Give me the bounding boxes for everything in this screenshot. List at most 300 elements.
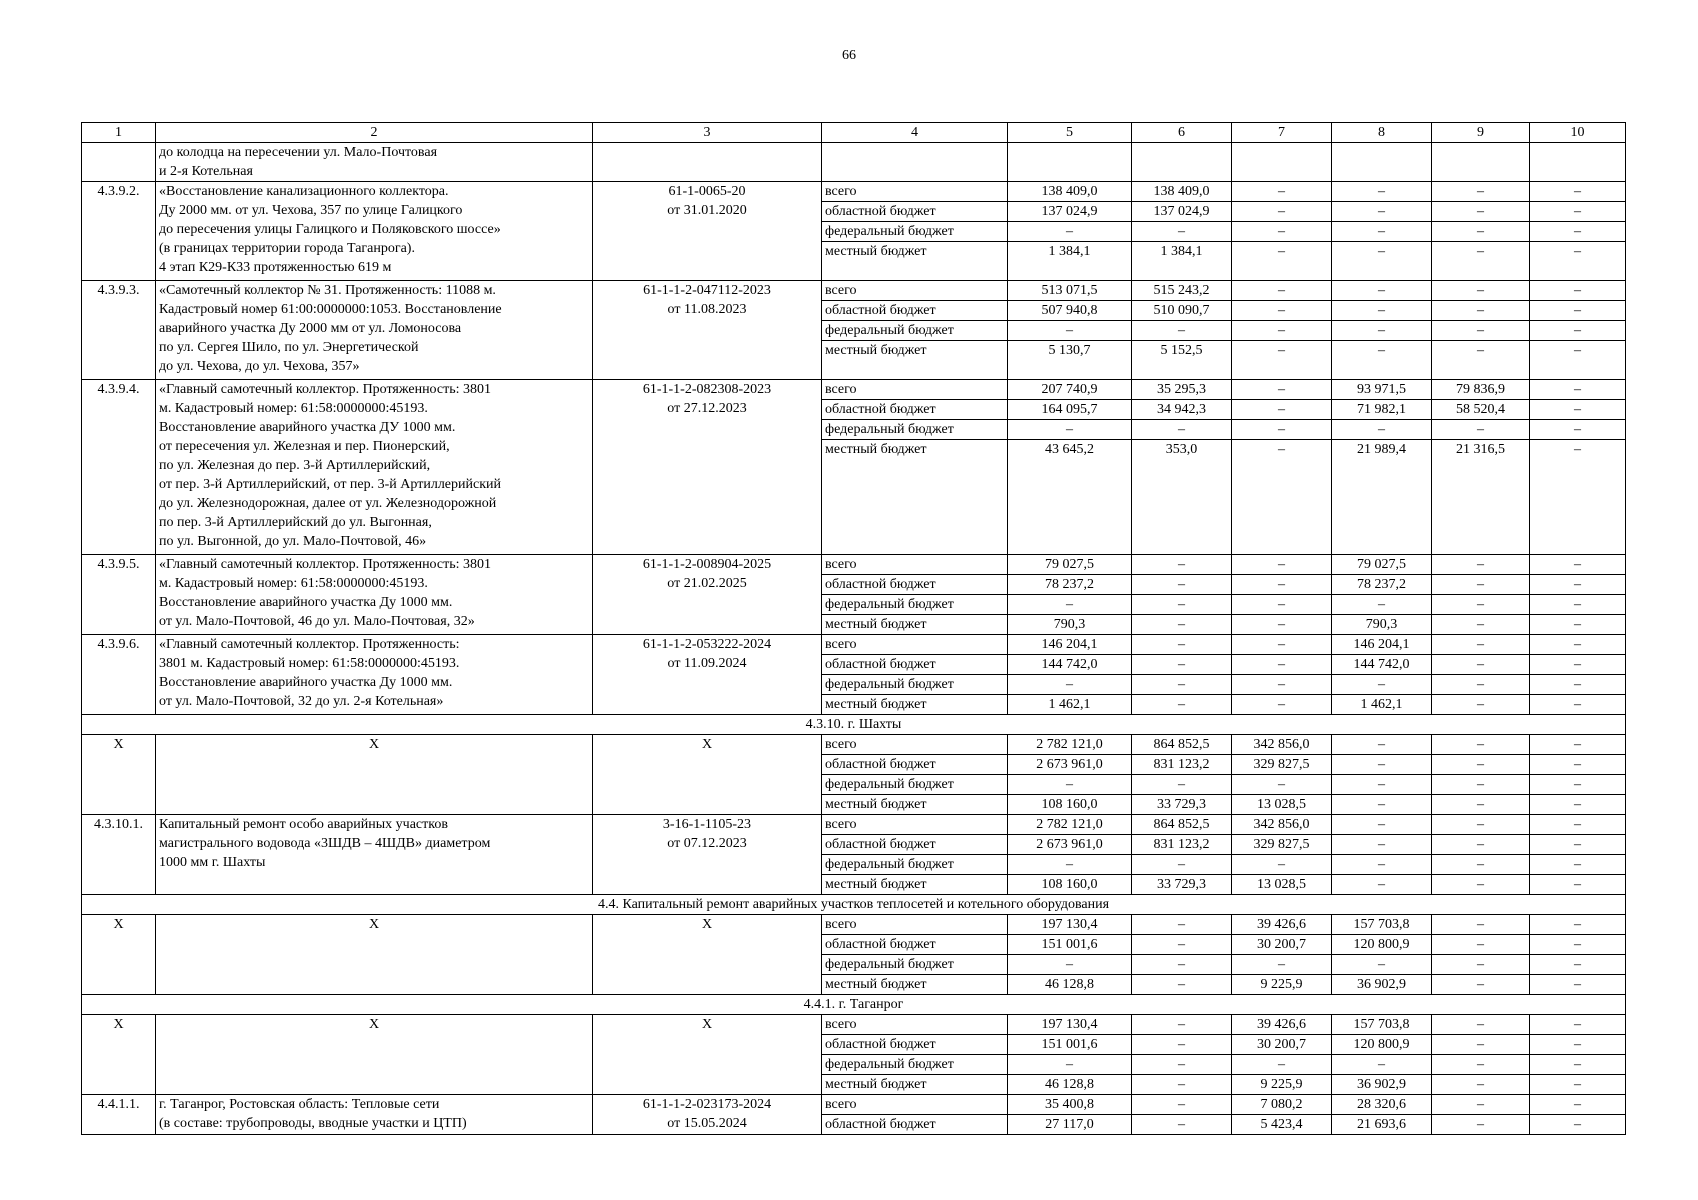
amount-cell: – — [1232, 400, 1332, 420]
amount-cell: 329 827,5 — [1232, 835, 1332, 855]
amount-cell: – — [1232, 182, 1332, 202]
amount-cell: – — [1432, 855, 1530, 875]
item-description: Капитальный ремонт особо аварийных участков магистрального водовода «3ШДВ – 4ШДВ» диаметром 1000 мм г. Шахты — [156, 815, 593, 895]
amount-cell: 144 742,0 — [1008, 655, 1132, 675]
column-header-row — [82, 123, 1626, 143]
amount-cell: – — [1132, 222, 1232, 242]
amount-cell: – — [1132, 635, 1232, 655]
amount-cell: – — [1432, 815, 1530, 835]
column-header: 10 — [1530, 123, 1626, 143]
amount-cell: 46 128,8 — [1008, 1075, 1132, 1095]
cell-empty — [822, 143, 1008, 182]
amount-cell: – — [1530, 281, 1626, 301]
amount-cell: 146 204,1 — [1332, 635, 1432, 655]
amount-cell: – — [1232, 420, 1332, 440]
budget-label: всего — [822, 1015, 1008, 1035]
amount-cell: – — [1530, 635, 1626, 655]
amount-cell: 144 742,0 — [1332, 655, 1432, 675]
amount-cell: – — [1232, 595, 1332, 615]
item-document: 61-1-1-2-053222-2024 от 11.09.2024 — [593, 635, 822, 715]
amount-cell: – — [1432, 321, 1530, 341]
amount-cell: 513 071,5 — [1008, 281, 1132, 301]
amount-cell: 157 703,8 — [1332, 915, 1432, 935]
budget-label: всего — [822, 815, 1008, 835]
budget-label: местный бюджет — [822, 695, 1008, 715]
amount-cell: 510 090,7 — [1132, 301, 1232, 321]
amount-cell: – — [1432, 222, 1530, 242]
amount-cell: – — [1530, 1115, 1626, 1135]
amount-cell: – — [1530, 1095, 1626, 1115]
amount-cell: – — [1432, 182, 1530, 202]
amount-cell: – — [1432, 555, 1530, 575]
amount-cell: 108 160,0 — [1008, 795, 1132, 815]
amount-cell: – — [1332, 222, 1432, 242]
item-description: «Самотечный коллектор № 31. Протяженность: 11088 м. Кадастровый номер 61:00:0000000:1053. Восстановление аварийного участка Ду 2000 мм от ул. Ломоносова по ул. Сергея Шило, по ул. Энергетической до ул. Чехова, до ул. Чехова, 357» — [156, 281, 593, 380]
amount-cell: 78 237,2 — [1332, 575, 1432, 595]
amount-cell: 197 130,4 — [1008, 1015, 1132, 1035]
amount-cell: 164 095,7 — [1008, 400, 1132, 420]
amount-cell: – — [1432, 595, 1530, 615]
item-document: 61-1-1-2-047112-2023 от 11.08.2023 — [593, 281, 822, 380]
amount-cell: – — [1232, 321, 1332, 341]
amount-cell: 1 384,1 — [1008, 242, 1132, 281]
cell-empty — [1008, 143, 1132, 182]
budget-label: областной бюджет — [822, 1115, 1008, 1135]
amount-cell: 21 693,6 — [1332, 1115, 1432, 1135]
amount-cell: – — [1332, 1055, 1432, 1075]
amount-cell: – — [1008, 595, 1132, 615]
column-header: 3 — [593, 123, 822, 143]
amount-cell: – — [1232, 341, 1332, 380]
amount-cell: – — [1232, 555, 1332, 575]
budget-label: местный бюджет — [822, 975, 1008, 995]
amount-cell: – — [1332, 955, 1432, 975]
budget-label: областной бюджет — [822, 301, 1008, 321]
amount-cell: – — [1232, 222, 1332, 242]
continuation-row — [82, 143, 1626, 182]
budget-label: областной бюджет — [822, 202, 1008, 222]
budget-label: областной бюджет — [822, 755, 1008, 775]
amount-cell: 864 852,5 — [1132, 815, 1232, 835]
amount-cell: 151 001,6 — [1008, 1035, 1132, 1055]
amount-cell: – — [1132, 1015, 1232, 1035]
amount-cell: 7 080,2 — [1232, 1095, 1332, 1115]
column-header: 5 — [1008, 123, 1132, 143]
amount-cell: 9 225,9 — [1232, 1075, 1332, 1095]
amount-cell: 13 028,5 — [1232, 795, 1332, 815]
amount-cell: 138 409,0 — [1008, 182, 1132, 202]
item-document: Х — [593, 915, 822, 995]
amount-cell: – — [1008, 775, 1132, 795]
table-row — [82, 735, 1626, 755]
item-number: 4.3.9.4. — [82, 380, 156, 555]
amount-cell: – — [1132, 615, 1232, 635]
amount-cell: – — [1432, 1075, 1530, 1095]
amount-cell: – — [1432, 242, 1530, 281]
item-document: 61-1-1-2-082308-2023 от 27.12.2023 — [593, 380, 822, 555]
amount-cell: 71 982,1 — [1332, 400, 1432, 420]
section-title: 4.4. Капитальный ремонт аварийных участков теплосетей и котельного оборудования — [82, 895, 1626, 915]
amount-cell: – — [1332, 855, 1432, 875]
amount-cell: – — [1332, 735, 1432, 755]
amount-cell: – — [1530, 341, 1626, 380]
amount-cell: – — [1008, 222, 1132, 242]
item-number: 4.3.9.6. — [82, 635, 156, 715]
amount-cell: 120 800,9 — [1332, 1035, 1432, 1055]
item-description: «Главный самотечный коллектор. Протяженность: 3801 м. Кадастровый номер: 61:58:0000000:45193. Восстановление аварийного участка ДУ 1000 мм. от пересечения ул. Железная и пер. Пионерский, по ул. Железная до пер. 3-й Артиллерийский, от пер. 3-й Артиллерийский, от пер. 3-й Артиллерийский до ул. Железнодорожная, далее от ул. Железнодорожной по пер. 3-й Артиллерийский до ул. Выгонная, по ул. Выгонной, до ул. Мало-Почтовой, 46» — [156, 380, 593, 555]
amount-cell: – — [1530, 1055, 1626, 1075]
amount-cell: – — [1530, 222, 1626, 242]
amount-cell: 515 243,2 — [1132, 281, 1232, 301]
amount-cell: – — [1332, 755, 1432, 775]
amount-cell: – — [1432, 675, 1530, 695]
item-document: 3-16-1-1105-23 от 07.12.2023 — [593, 815, 822, 895]
amount-cell: – — [1232, 855, 1332, 875]
amount-cell: – — [1232, 775, 1332, 795]
amount-cell: 1 462,1 — [1008, 695, 1132, 715]
amount-cell: – — [1132, 695, 1232, 715]
amount-cell: 353,0 — [1132, 440, 1232, 555]
item-description: Х — [156, 735, 593, 815]
section-title: 4.3.10. г. Шахты — [82, 715, 1626, 735]
amount-cell: – — [1530, 735, 1626, 755]
amount-cell: 2 782 121,0 — [1008, 815, 1132, 835]
amount-cell: 13 028,5 — [1232, 875, 1332, 895]
amount-cell: – — [1530, 795, 1626, 815]
budget-label: местный бюджет — [822, 1075, 1008, 1095]
amount-cell: – — [1132, 975, 1232, 995]
cell-empty — [1232, 143, 1332, 182]
amount-cell: – — [1132, 955, 1232, 975]
amount-cell: 151 001,6 — [1008, 935, 1132, 955]
amount-cell: – — [1530, 955, 1626, 975]
amount-cell: – — [1332, 341, 1432, 380]
amount-cell: – — [1530, 1035, 1626, 1055]
amount-cell: 137 024,9 — [1008, 202, 1132, 222]
amount-cell: 2 782 121,0 — [1008, 735, 1132, 755]
budget-label: всего — [822, 915, 1008, 935]
amount-cell: – — [1530, 555, 1626, 575]
amount-cell: – — [1530, 182, 1626, 202]
amount-cell: 36 902,9 — [1332, 975, 1432, 995]
amount-cell: – — [1332, 795, 1432, 815]
column-header: 6 — [1132, 123, 1232, 143]
amount-cell: 34 942,3 — [1132, 400, 1232, 420]
amount-cell: – — [1432, 875, 1530, 895]
amount-cell: – — [1530, 675, 1626, 695]
amount-cell: 36 902,9 — [1332, 1075, 1432, 1095]
amount-cell: – — [1432, 575, 1530, 595]
budget-label: местный бюджет — [822, 795, 1008, 815]
amount-cell: – — [1132, 775, 1232, 795]
amount-cell: – — [1530, 321, 1626, 341]
column-header: 2 — [156, 123, 593, 143]
budget-label: федеральный бюджет — [822, 1055, 1008, 1075]
amount-cell: – — [1432, 955, 1530, 975]
amount-cell: 9 225,9 — [1232, 975, 1332, 995]
budget-label: федеральный бюджет — [822, 420, 1008, 440]
amount-cell: 2 673 961,0 — [1008, 755, 1132, 775]
program-table — [81, 122, 1626, 1135]
budget-label: областной бюджет — [822, 1035, 1008, 1055]
amount-cell: – — [1332, 595, 1432, 615]
amount-cell: – — [1432, 935, 1530, 955]
amount-cell: 46 128,8 — [1008, 975, 1132, 995]
amount-cell: – — [1530, 380, 1626, 400]
item-document: Х — [593, 735, 822, 815]
amount-cell: – — [1530, 835, 1626, 855]
amount-cell: – — [1432, 301, 1530, 321]
amount-cell: – — [1530, 935, 1626, 955]
cell-empty — [1530, 143, 1626, 182]
budget-label: местный бюджет — [822, 341, 1008, 380]
budget-label: федеральный бюджет — [822, 675, 1008, 695]
amount-cell: – — [1530, 855, 1626, 875]
amount-cell: 39 426,6 — [1232, 1015, 1332, 1035]
budget-label: федеральный бюджет — [822, 955, 1008, 975]
item-document: 61-1-1-2-023173-2024 от 15.05.2024 — [593, 1095, 822, 1135]
item-number: 4.3.9.2. — [82, 182, 156, 281]
amount-cell: – — [1008, 1055, 1132, 1075]
budget-label: всего — [822, 182, 1008, 202]
amount-cell: – — [1232, 695, 1332, 715]
budget-label: всего — [822, 555, 1008, 575]
budget-label: всего — [822, 1095, 1008, 1115]
amount-cell: 342 856,0 — [1232, 735, 1332, 755]
budget-label: федеральный бюджет — [822, 321, 1008, 341]
amount-cell: – — [1432, 755, 1530, 775]
amount-cell: 197 130,4 — [1008, 915, 1132, 935]
amount-cell: – — [1432, 615, 1530, 635]
column-header: 4 — [822, 123, 1008, 143]
amount-cell: – — [1332, 202, 1432, 222]
amount-cell: – — [1232, 440, 1332, 555]
amount-cell: – — [1432, 975, 1530, 995]
cell-empty — [82, 143, 156, 182]
table-row — [82, 182, 1626, 202]
amount-cell: 108 160,0 — [1008, 875, 1132, 895]
amount-cell: 329 827,5 — [1232, 755, 1332, 775]
amount-cell: – — [1232, 675, 1332, 695]
budget-label: местный бюджет — [822, 875, 1008, 895]
cell-empty — [593, 143, 822, 182]
amount-cell: 93 971,5 — [1332, 380, 1432, 400]
amount-cell: – — [1432, 735, 1530, 755]
amount-cell: – — [1432, 655, 1530, 675]
amount-cell: – — [1432, 835, 1530, 855]
item-document: 61-1-0065-20 от 31.01.2020 — [593, 182, 822, 281]
budget-label: федеральный бюджет — [822, 222, 1008, 242]
amount-cell: – — [1232, 655, 1332, 675]
item-description: «Главный самотечный коллектор. Протяженность: 3801 м. Кадастровый номер: 61:58:0000000:45193. Восстановление аварийного участка Ду 1000 мм. от ул. Мало-Почтовой, 32 до ул. 2-я Котельная» — [156, 635, 593, 715]
amount-cell: 146 204,1 — [1008, 635, 1132, 655]
amount-cell: – — [1432, 635, 1530, 655]
column-header: 8 — [1332, 123, 1432, 143]
budget-label: областной бюджет — [822, 935, 1008, 955]
amount-cell: – — [1530, 655, 1626, 675]
amount-cell: – — [1530, 695, 1626, 715]
amount-cell: 39 426,6 — [1232, 915, 1332, 935]
amount-cell: – — [1132, 915, 1232, 935]
continuation-text: до колодца на пересечении ул. Мало-Почтовая и 2-я Котельная — [156, 143, 593, 182]
amount-cell: 21 316,5 — [1432, 440, 1530, 555]
page-number: 66 — [842, 48, 856, 63]
amount-cell: – — [1432, 1035, 1530, 1055]
amount-cell: – — [1530, 915, 1626, 935]
cell-empty — [1332, 143, 1432, 182]
amount-cell: – — [1332, 775, 1432, 795]
table-row — [82, 815, 1626, 835]
amount-cell: – — [1232, 635, 1332, 655]
amount-cell: – — [1132, 655, 1232, 675]
amount-cell: – — [1332, 242, 1432, 281]
item-number: 4.3.9.5. — [82, 555, 156, 635]
amount-cell: – — [1530, 400, 1626, 420]
amount-cell: – — [1132, 935, 1232, 955]
amount-cell: – — [1432, 202, 1530, 222]
amount-cell: 831 123,2 — [1132, 755, 1232, 775]
amount-cell: – — [1232, 1055, 1332, 1075]
amount-cell: – — [1332, 835, 1432, 855]
amount-cell: – — [1132, 555, 1232, 575]
section-row — [82, 895, 1626, 915]
budget-label: местный бюджет — [822, 615, 1008, 635]
program-table-container — [81, 122, 1625, 1135]
amount-cell: – — [1530, 1075, 1626, 1095]
amount-cell: – — [1530, 615, 1626, 635]
item-number: 4.3.10.1. — [82, 815, 156, 895]
amount-cell: – — [1530, 202, 1626, 222]
amount-cell: – — [1530, 575, 1626, 595]
budget-label: областной бюджет — [822, 575, 1008, 595]
amount-cell: – — [1132, 595, 1232, 615]
amount-cell: – — [1432, 1015, 1530, 1035]
table-row — [82, 635, 1626, 655]
section-row — [82, 715, 1626, 735]
amount-cell: – — [1432, 1115, 1530, 1135]
amount-cell: 790,3 — [1008, 615, 1132, 635]
budget-label: федеральный бюджет — [822, 595, 1008, 615]
amount-cell: – — [1432, 915, 1530, 935]
table-row — [82, 555, 1626, 575]
amount-cell: 138 409,0 — [1132, 182, 1232, 202]
amount-cell: 507 940,8 — [1008, 301, 1132, 321]
amount-cell: 79 027,5 — [1008, 555, 1132, 575]
amount-cell: 79 836,9 — [1432, 380, 1530, 400]
amount-cell: – — [1008, 420, 1132, 440]
amount-cell: 5 152,5 — [1132, 341, 1232, 380]
amount-cell: – — [1008, 321, 1132, 341]
item-number: Х — [82, 915, 156, 995]
amount-cell: 2 673 961,0 — [1008, 835, 1132, 855]
amount-cell: – — [1232, 380, 1332, 400]
amount-cell: – — [1432, 1055, 1530, 1075]
item-description: Х — [156, 915, 593, 995]
amount-cell: – — [1132, 1095, 1232, 1115]
budget-label: всего — [822, 635, 1008, 655]
amount-cell: – — [1332, 875, 1432, 895]
amount-cell: 58 520,4 — [1432, 400, 1530, 420]
budget-label: всего — [822, 735, 1008, 755]
amount-cell: 27 117,0 — [1008, 1115, 1132, 1135]
amount-cell: 864 852,5 — [1132, 735, 1232, 755]
amount-cell: – — [1332, 420, 1432, 440]
amount-cell: 28 320,6 — [1332, 1095, 1432, 1115]
amount-cell: 157 703,8 — [1332, 1015, 1432, 1035]
budget-label: местный бюджет — [822, 242, 1008, 281]
amount-cell: 35 295,3 — [1132, 380, 1232, 400]
budget-label: всего — [822, 281, 1008, 301]
item-description: г. Таганрог, Ростовская область: Тепловые сети (в составе: трубопроводы, вводные участки и ЦТП) — [156, 1095, 593, 1135]
amount-cell: – — [1232, 615, 1332, 635]
amount-cell: 120 800,9 — [1332, 935, 1432, 955]
budget-label: федеральный бюджет — [822, 855, 1008, 875]
column-header: 1 — [82, 123, 156, 143]
amount-cell: – — [1232, 575, 1332, 595]
amount-cell: – — [1132, 1115, 1232, 1135]
amount-cell: – — [1432, 420, 1530, 440]
amount-cell: – — [1232, 281, 1332, 301]
item-number: Х — [82, 1015, 156, 1095]
budget-label: всего — [822, 380, 1008, 400]
amount-cell: 78 237,2 — [1008, 575, 1132, 595]
amount-cell: 1 462,1 — [1332, 695, 1432, 715]
amount-cell: – — [1530, 440, 1626, 555]
amount-cell: – — [1432, 695, 1530, 715]
amount-cell: – — [1530, 975, 1626, 995]
amount-cell: 30 200,7 — [1232, 935, 1332, 955]
amount-cell: 79 027,5 — [1332, 555, 1432, 575]
amount-cell: – — [1132, 575, 1232, 595]
item-number: 4.3.9.3. — [82, 281, 156, 380]
amount-cell: 342 856,0 — [1232, 815, 1332, 835]
item-number: Х — [82, 735, 156, 815]
amount-cell: 35 400,8 — [1008, 1095, 1132, 1115]
item-document: Х — [593, 1015, 822, 1095]
amount-cell: – — [1132, 321, 1232, 341]
amount-cell: – — [1530, 875, 1626, 895]
amount-cell: 1 384,1 — [1132, 242, 1232, 281]
amount-cell: – — [1530, 301, 1626, 321]
amount-cell: – — [1530, 775, 1626, 795]
column-header: 9 — [1432, 123, 1530, 143]
section-row — [82, 995, 1626, 1015]
amount-cell: 33 729,3 — [1132, 795, 1232, 815]
budget-label: местный бюджет — [822, 440, 1008, 555]
table-row — [82, 281, 1626, 301]
amount-cell: – — [1132, 1075, 1232, 1095]
amount-cell: – — [1432, 1095, 1530, 1115]
amount-cell: – — [1008, 675, 1132, 695]
table-row — [82, 915, 1626, 935]
amount-cell: – — [1530, 420, 1626, 440]
table-row — [82, 380, 1626, 400]
item-document: 61-1-1-2-008904-2025 от 21.02.2025 — [593, 555, 822, 635]
amount-cell: – — [1530, 815, 1626, 835]
table-row — [82, 1015, 1626, 1035]
amount-cell: – — [1232, 202, 1332, 222]
amount-cell: – — [1132, 1055, 1232, 1075]
item-description: «Главный самотечный коллектор. Протяженность: 3801 м. Кадастровый номер: 61:58:0000000:45193. Восстановление аварийного участка Ду 1000 мм. от ул. Мало-Почтовой, 46 до ул. Мало-Почтовая, 32» — [156, 555, 593, 635]
amount-cell: 790,3 — [1332, 615, 1432, 635]
budget-label: федеральный бюджет — [822, 775, 1008, 795]
amount-cell: 33 729,3 — [1132, 875, 1232, 895]
amount-cell: – — [1132, 1035, 1232, 1055]
amount-cell: – — [1008, 855, 1132, 875]
amount-cell: – — [1332, 675, 1432, 695]
amount-cell: 5 423,4 — [1232, 1115, 1332, 1135]
amount-cell: 207 740,9 — [1008, 380, 1132, 400]
